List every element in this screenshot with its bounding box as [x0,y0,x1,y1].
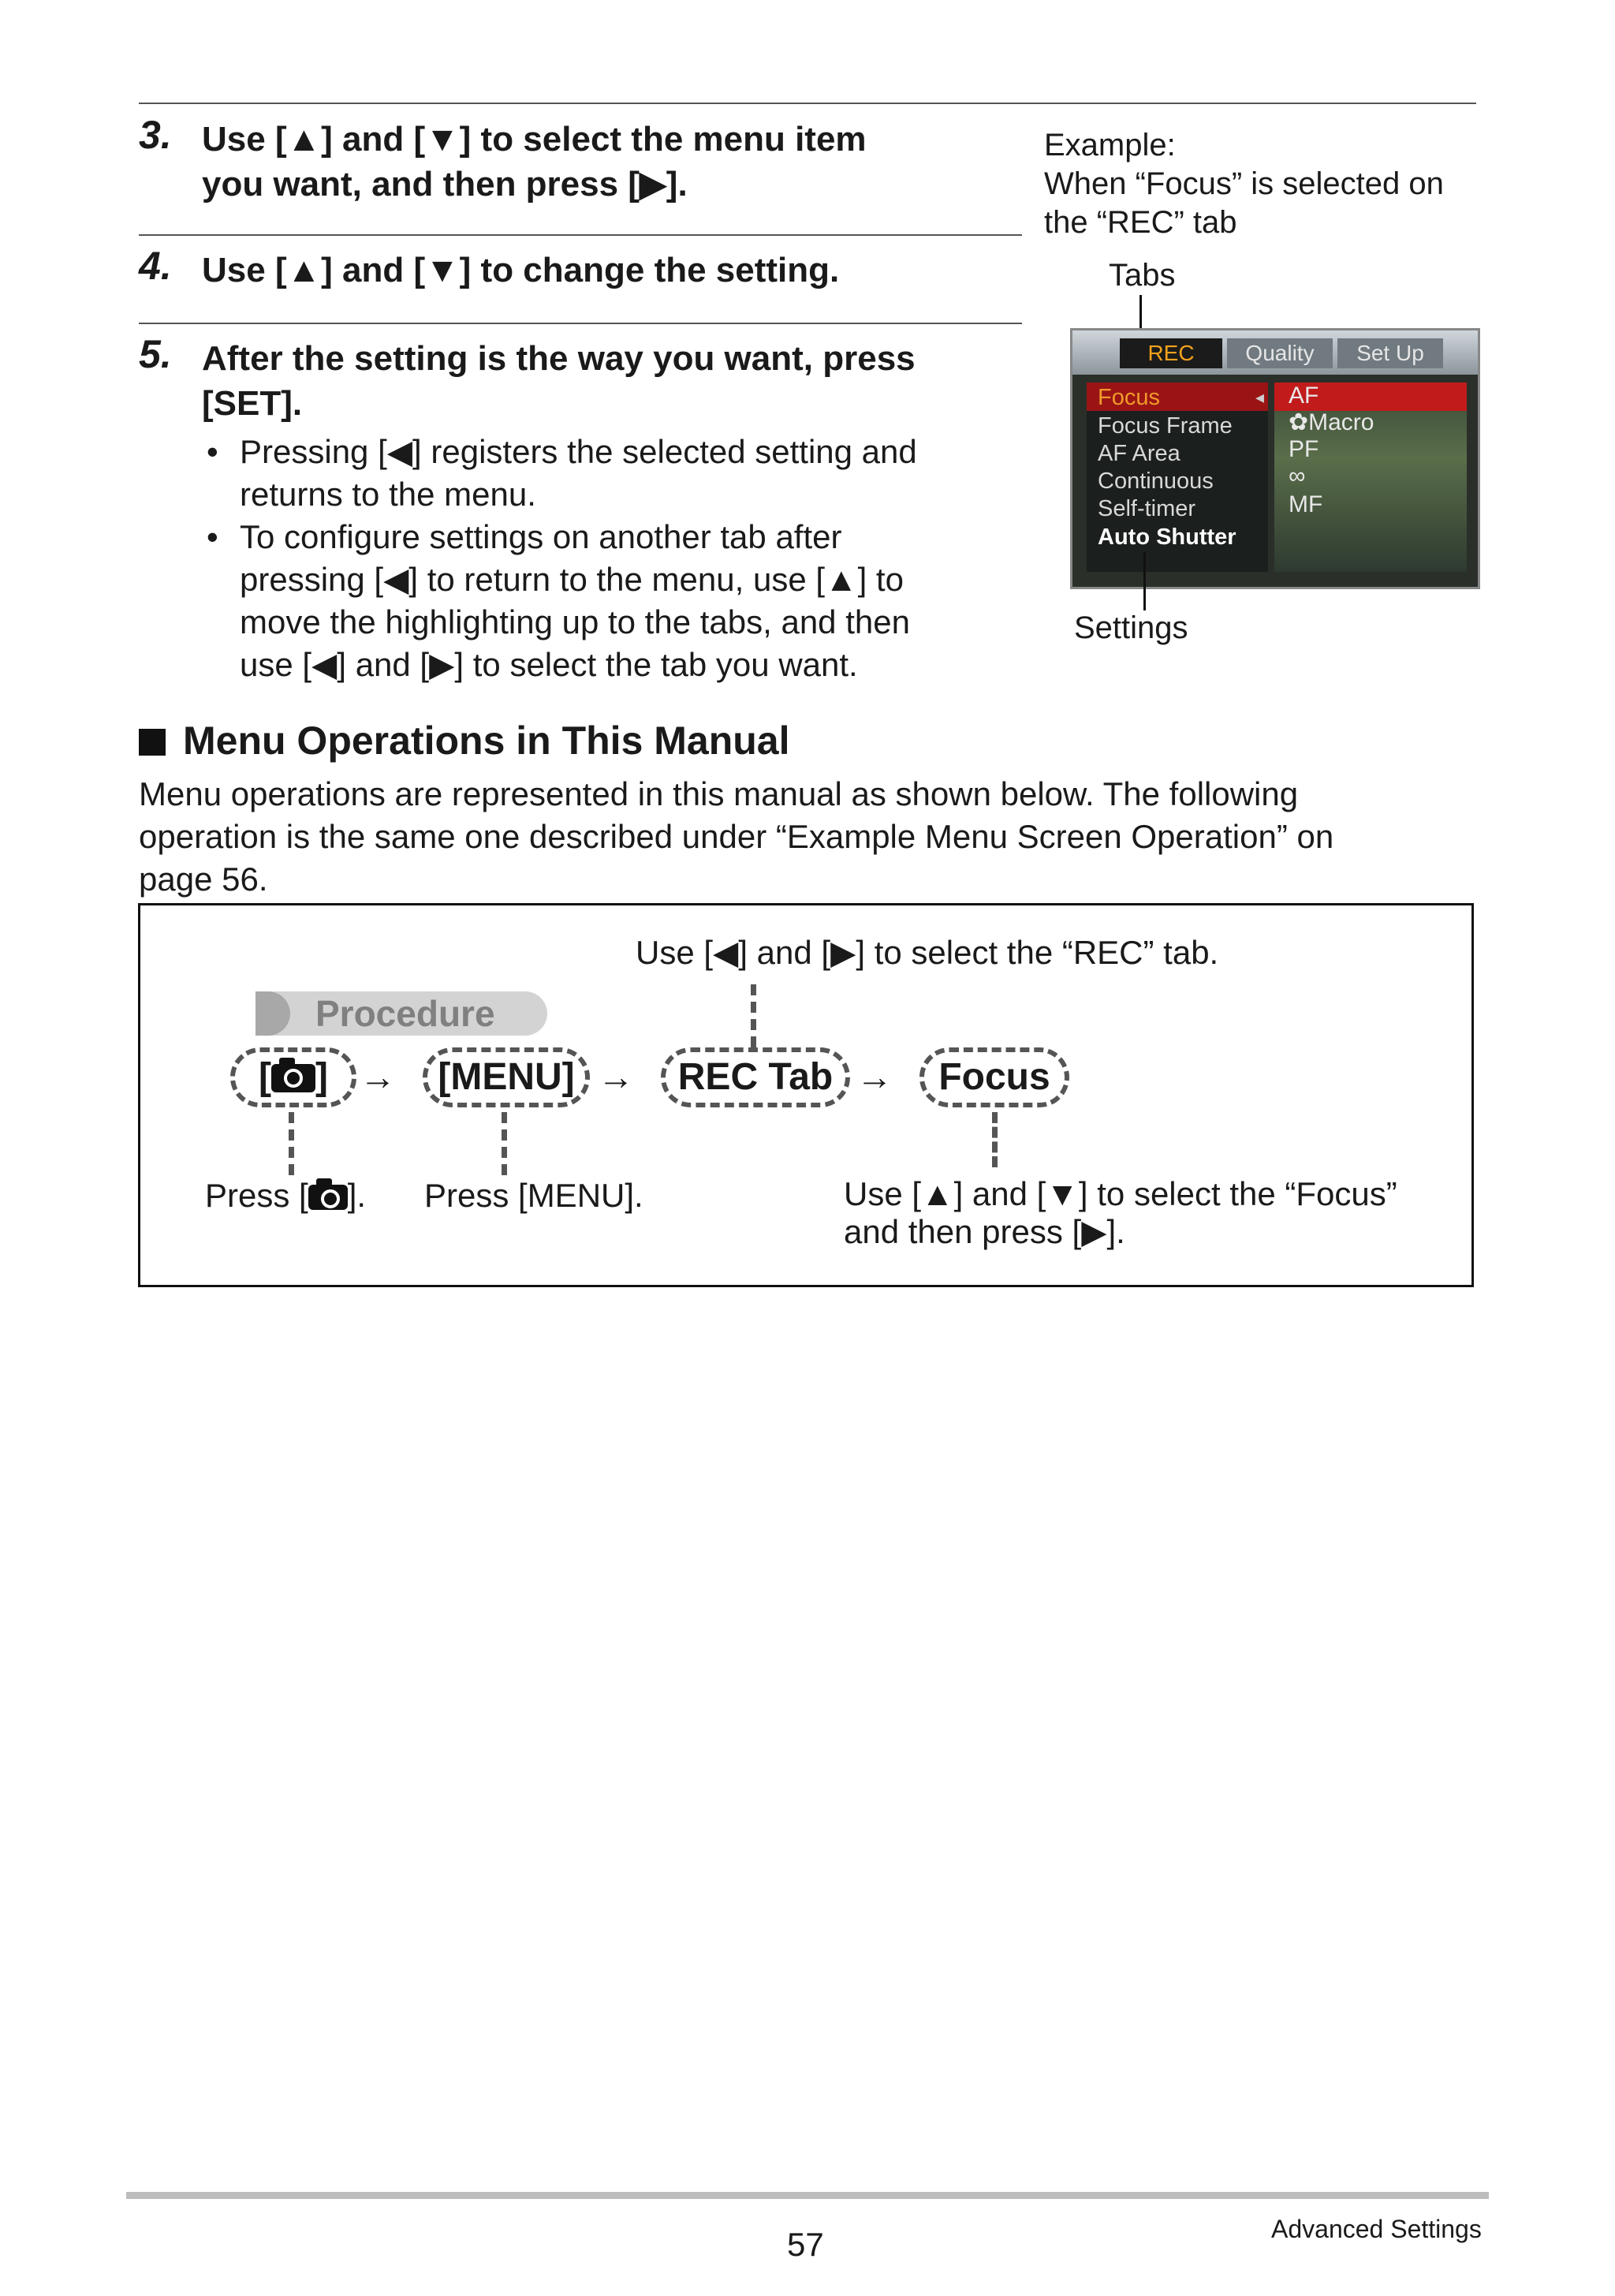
step-3-text [202,117,867,207]
menu-key: [MENU] [423,1047,590,1107]
screen-menu-item-focus: Focus [1098,385,1160,410]
screen-setting-pf: PF [1289,436,1319,462]
top-caption-connector [751,984,756,1047]
top-rule [139,103,1476,104]
screen-tab-rec: REC [1120,338,1222,368]
step-divider-1 [139,234,1022,236]
caption-camera-prefix: Press [ [205,1177,308,1214]
camera-icon [271,1064,315,1092]
step-5-line-2: [SET]. [202,384,303,423]
screen-setting-infinity: ∞ [1289,463,1306,489]
step-3-line-1: Use [▲] and [▼] to select the menu item [202,120,867,159]
settings-label: Settings [1074,610,1188,645]
camera-key-bracket-open: [ [259,1056,271,1098]
settings-leader-line [1143,552,1146,610]
caption-focus [844,1175,1397,1251]
screen-tab-setup: Set Up [1337,338,1443,368]
bullet-2-line-3: move the highlighting up to the tabs, and then [240,603,910,640]
section-body-line-2: operation is the same one described under “Example Menu Screen Operation” on [139,818,1334,855]
camera-key [230,1047,356,1107]
bullet-1-line-2: returns to the menu. [240,476,536,513]
screen-setting-mf: MF [1289,491,1323,517]
caption-press-menu: Press [MENU]. [424,1177,643,1214]
procedure-label-pill [255,991,547,1036]
caption-focus-line-1: Use [▲] and [▼] to select the “Focus” [844,1175,1397,1212]
step-3-number: 3. [139,113,172,157]
arrow-3: → [856,1056,893,1097]
step-5-text [202,336,916,426]
step-4-text [202,248,839,293]
example-line-3: the “REC” tab [1044,205,1237,240]
screen-left-arrow-icon: ◂ [1255,387,1265,407]
step-divider-2 [139,323,1022,324]
camera-menu-screen [1070,328,1480,589]
example-line-1: Example: [1044,128,1176,162]
bullet-1-line-1: Pressing [◀] registers the selected setting and [240,433,917,470]
procedure-pill-marker [255,991,290,1036]
focus-caption-connector [992,1112,998,1167]
arrow-1: → [360,1056,396,1097]
top-caption: Use [◀] and [▶] to select the “REC” tab. [636,934,1219,971]
screen-tab-bar [1072,330,1478,375]
step-4-line-1: Use [▲] and [▼] to change the setting. [202,251,840,289]
screen-setting-af: AF [1289,383,1319,409]
screen-setting-macro: ✿Macro [1289,409,1374,435]
section-title: Menu Operations in This Manual [183,719,790,763]
footer-bar [126,2192,1489,2199]
step-3-line-2: you want, and then press [▶]. [202,165,688,203]
page-number: 57 [787,2226,824,2263]
caption-camera-suffix: ]. [347,1177,367,1214]
example-note [1044,126,1444,242]
menu-caption-connector [502,1112,507,1175]
tabs-label: Tabs [1109,258,1176,293]
camera-caption-connector [289,1112,294,1175]
procedure-label: Procedure [315,993,495,1034]
camera-icon [308,1185,348,1210]
section-body-line-1: Menu operations are represented in this manual as shown below. The following [139,775,1299,812]
bullet-dot: • [207,433,218,470]
step-5-number: 5. [139,332,172,376]
footer-section-name: Advanced Settings [1271,2215,1482,2243]
step-4-number: 4. [139,244,172,288]
caption-focus-line-2: and then press [▶]. [844,1213,1125,1250]
step-5-line-1: After the setting is the way you want, press [202,339,916,378]
square-bullet-icon [139,729,166,756]
example-line-2: When “Focus” is selected on [1044,166,1444,201]
section-heading [139,718,790,763]
arrow-2: → [598,1056,634,1097]
screen-menu-item-self-timer: Self-timer [1098,496,1196,521]
screen-menu-item-af-area: AF Area [1098,441,1180,466]
screen-menu-item-auto-shutter: Auto Shutter [1098,525,1236,550]
screen-menu-item-focus-frame: Focus Frame [1098,413,1233,439]
screen-menu-item-continuous: Continuous [1098,469,1214,494]
rec-tab-key: REC Tab [661,1047,850,1107]
bullet-2-line-1: To configure settings on another tab after [240,518,842,555]
section-body [139,773,1333,901]
bullet-dot: • [207,518,218,555]
screen-tab-quality: Quality [1227,338,1333,368]
focus-key: Focus [919,1047,1069,1107]
bullet-2-line-4: use [◀] and [▶] to select the tab you want. [240,646,858,683]
caption-press-camera [205,1177,366,1215]
bullet-2-line-2: pressing [◀] to return to the menu, use [▲] to [240,561,904,598]
camera-key-bracket-close: ] [315,1056,328,1098]
section-body-line-3: page 56. [139,861,268,898]
